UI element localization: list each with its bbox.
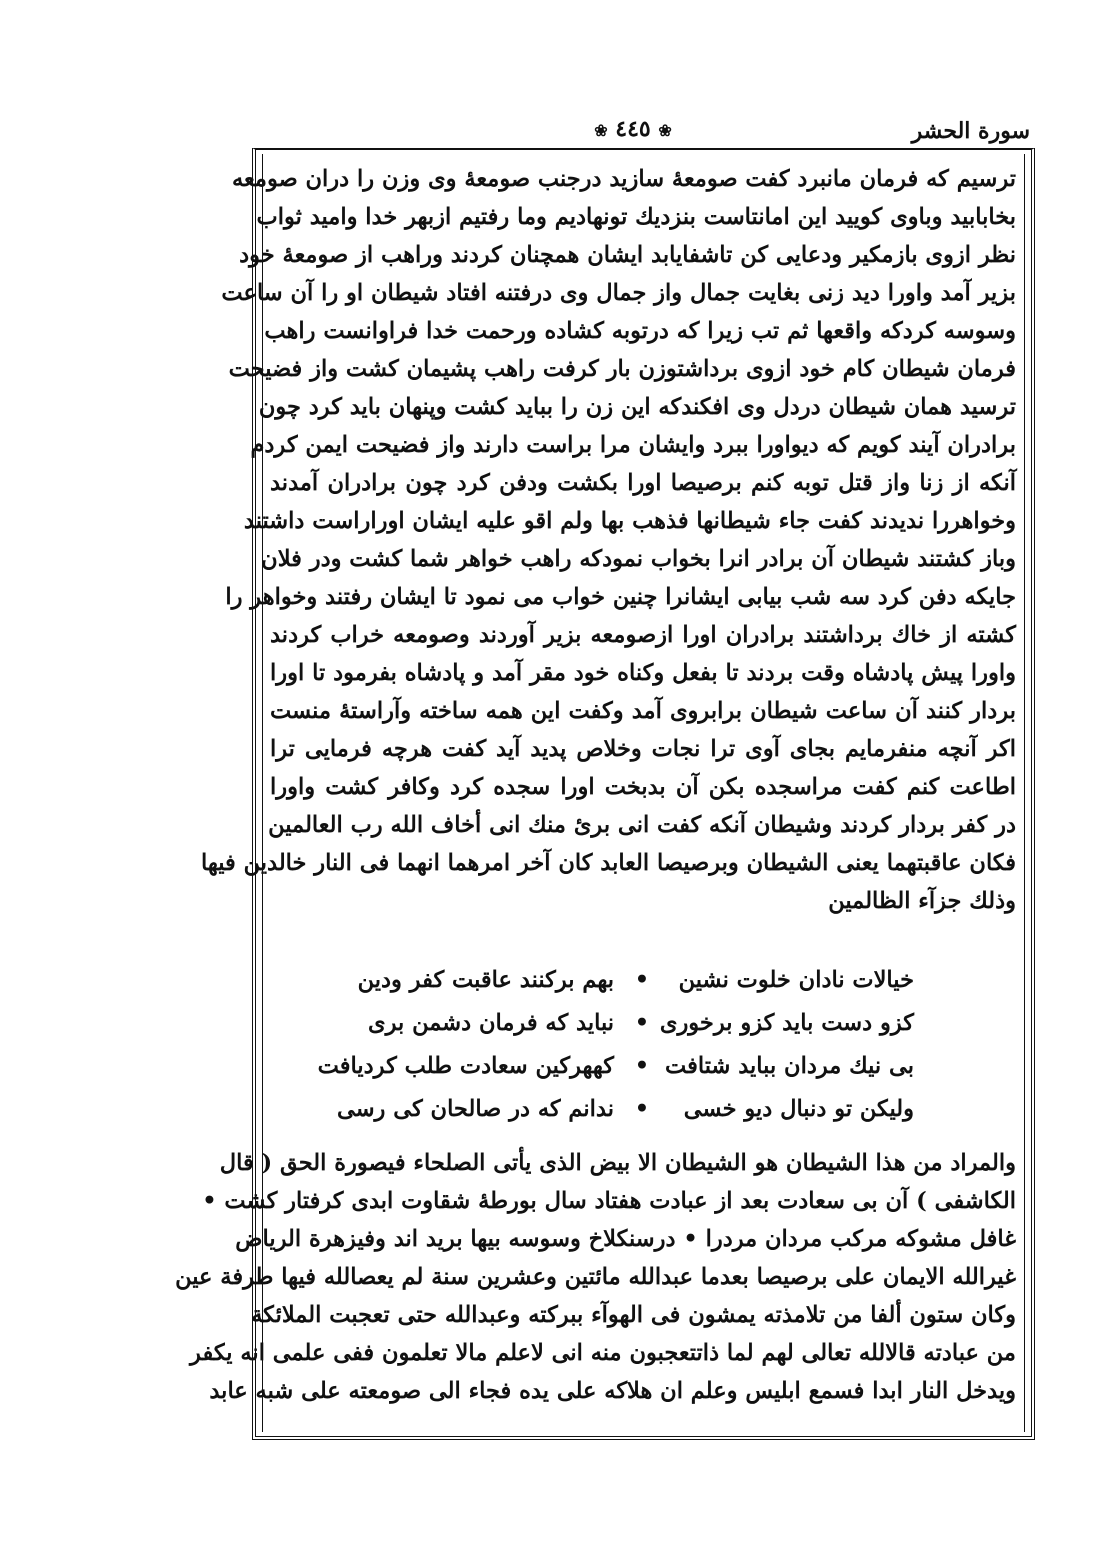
poem-separator: • (634, 1010, 650, 1036)
text-line: اطاعت کنم کفت مراسجده بکن آن بدبخت اورا سجده کرد وکافر کشت واورا (270, 774, 1016, 800)
poem-couplet (262, 960, 1024, 1000)
poem-couplet (262, 1003, 1024, 1043)
text-line: وخواهررا ندیدند کفت جاء شیطانها فذهب بها ولم اقو علیه ایشان اوراراست داشتند (243, 508, 1016, 534)
text-line: اکر آنچه منفرمایم بجای آوی ترا نجات وخلاص پدید آید کفت هرچه فرمایی ترا (270, 736, 1016, 762)
text-block (175, 160, 1024, 1440)
ornament-icon: ❀ (594, 121, 608, 140)
poem-hemistich: کههرکین سعادت طلب کردیافت (317, 1053, 614, 1079)
poem-hemistich: نباید که فرمان دشمن بری (368, 1010, 614, 1036)
text-line: کشته از خاك برداشتند برادران اورا ازصومعه بزیر آوردند وصومعه خراب کردند (270, 622, 1016, 648)
text-line: نظر ازوی بازمکیر ودعایی کن تاشفایابد ایشان همچنان کردند وراهب از صومعهٔ خود (239, 242, 1016, 268)
poem-separator: • (634, 1053, 650, 1079)
ornament-icon: ❀ (658, 121, 672, 140)
poem-hemistich: بی نیك مردان بباید شتافت (665, 1053, 914, 1079)
text-line: بزیر آمد واورا دید زنی بغایت جمال واز جمال وی درفتنه افتاد شیطان او را آن ساعت (221, 280, 1016, 306)
page-header (258, 118, 1030, 148)
poem-hemistich: بهم برکنند عاقبت کفر ودین (357, 967, 614, 993)
text-line: فکان عاقبتهما یعنی الشیطان وبرصیصا العابد کان آخر امرهما انهما فی النار خالدین فیها (201, 850, 1016, 876)
text-line: وذلك جزآء الظالمین (828, 888, 1016, 914)
text-line: در کفر بردار کردند وشیطان آنکه کفت انی بریٔ منك انی أخاف الله رب العالمین (268, 812, 1016, 838)
text-line: الکاشفی ) آن بی سعادت بعد از عبادت هفتاد سال بورطهٔ شقاوت ابدی کرفتار کشت • (202, 1188, 1016, 1214)
text-line: وکان ستون ألفا من تلامذته یمشون فی الهوآء ببرکته وعبدالله حتی تعجبت الملائکة (251, 1302, 1016, 1328)
poem-couplet (262, 1046, 1024, 1086)
page-number: ٤٤٥ (615, 116, 651, 142)
text-line: آنکه از زنا واز قتل توبه کنم برصیصا اورا بکشت ودفن کرد چون برادران آمدند (270, 470, 1016, 496)
text-line: بخابابید وباوی کویید این امانتاست بنزدیك تونهادیم وما رفتیم ازبهر خدا وامید ثواب (256, 204, 1016, 230)
text-line: من عبادته قالالله تعالی لهم لما ذاتتعجبون منه انی لاعلم مالا تعلمون ففی علمی انه یکفر (190, 1340, 1016, 1366)
text-line: والمراد من هذا الشیطان هو الشیطان الا بیض الذی یأتی الصلحاء فیصورة الحق ( قال (219, 1150, 1016, 1176)
poem-couplet (262, 1089, 1024, 1129)
text-line: فرمان شیطان کام خود ازوی برداشتوزن بار کرفت راهب پشیمان کشت واز فضیحت (228, 356, 1016, 382)
poem-hemistich: ولیکن تو دنبال دیو خسی (683, 1096, 914, 1122)
text-line: ترسید همان شیطان دردل وی افکندکه این زن را بباید کشت وپنهان باید کرد چون (258, 394, 1016, 420)
poem-separator: • (634, 967, 650, 993)
text-line: وباز کشتند شیطان آن برادر انرا بخواب نمودکه راهب خواهر شما کشت ودر فلان (261, 546, 1016, 572)
poem-hemistich: کزو دست باید کزو برخوری (659, 1010, 914, 1036)
poem-hemistich: خیالات نادان خلوت نشین (678, 967, 914, 993)
text-line: ویدخل النار ابدا فسمع ابلیس وعلم ان هلاکه علی یده فجاء الی صومعته علی شبه عابد (209, 1378, 1016, 1404)
poem-separator: • (634, 1096, 650, 1122)
poem-hemistich: ندانم که در صالحان کی رسی (336, 1096, 614, 1122)
surah-title: سورة الحشر (911, 118, 1030, 144)
text-line: غافل مشوکه مرکب مردان مردرا • درسنکلاخ وسوسه بیها برید اند وفیزهرة الریاض (235, 1226, 1016, 1252)
text-line: برادران آیند کویم که دیواورا ببرد وایشان مرا براست دارند واز فضیحت ایمن کردم (250, 432, 1016, 458)
text-line: بردار کنند آن ساعت شیطان برابروی آمد وکفت این همه ساخته وآراستهٔ منست (270, 698, 1016, 724)
page-number-block (568, 116, 698, 142)
text-line: وسوسه کردکه واقعها ثم تب زیرا که درتوبه کشاده ورحمت خدا فراوانست راهب (264, 318, 1016, 344)
text-line: غیرالله الایمان علی برصیصا بعدما عبدالله مائتین وعشرین سنة لم یعصالله فیها طرفة عین (175, 1264, 1016, 1290)
text-line: جایکه دفن کرد سه شب بیابی ایشانرا چنین خواب می نمود تا ایشان رفتند وخواهر را (225, 584, 1016, 610)
text-line: واورا پیش پادشاه وقت بردند تا بفعل وکناه خود مقر آمد و پادشاه بفرمود تا اورا (270, 660, 1016, 686)
text-line: ترسیم که فرمان مانبرد کفت صومعهٔ سازید درجنب صومعهٔ وی وزن را دران صومعه (231, 166, 1016, 192)
